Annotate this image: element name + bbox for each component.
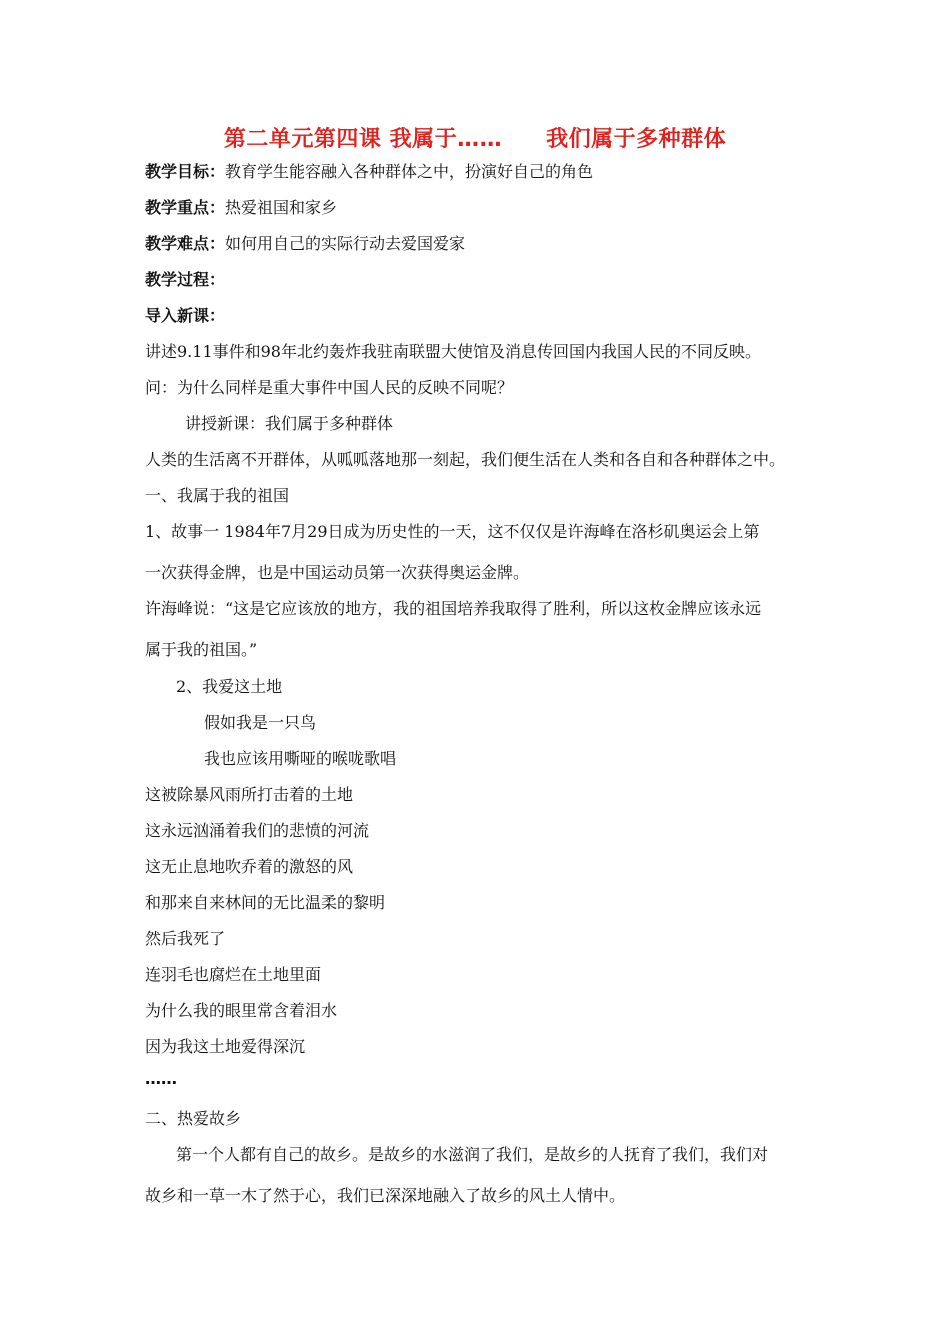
section-1-heading: 一、我属于我的祖国 <box>145 486 290 505</box>
quote-line-2: 属于我的祖国。” <box>145 640 258 659</box>
poem-line: 为什么我的眼里常含着泪水 <box>145 1001 338 1020</box>
poem-line: 因为我这土地爱得深沉 <box>145 1037 306 1056</box>
intro-label: 导入新课： <box>145 306 226 325</box>
focus-text: 热爱祖国和家乡 <box>225 198 338 217</box>
goal-label: 教学目标： <box>145 162 226 181</box>
focus-label: 教学重点： <box>145 198 226 217</box>
difficulty-label: 教学难点： <box>145 234 226 253</box>
hometown-line-2: 故乡和一草一木了然于心，我们已深深地融入了故乡的风土人情中。 <box>145 1186 626 1205</box>
poem-line: 我也应该用嘶哑的喉咙歌唱 <box>204 749 397 768</box>
story-1-line-1: 1、故事一 1984年7月29日成为历史性的一天，这不仅仅是许海峰在洛杉矶奥运会上第 <box>145 522 760 541</box>
title-part-2: 我们属于多种群体 <box>546 127 727 152</box>
poem-line: 然后我死了 <box>145 929 226 948</box>
ellipsis: …… <box>145 1069 177 1088</box>
poem-line: 这无止息地吹乔着的激怒的风 <box>145 857 354 876</box>
page-title <box>0 122 950 153</box>
goal-line <box>145 161 815 183</box>
goal-text: 教育学生能容融入各种群体之中，扮演好自己的角色 <box>225 162 594 181</box>
new-lesson-heading: 讲授新课：我们属于多种群体 <box>185 414 394 433</box>
poem-line: 这永远汹涌着我们的悲愤的河流 <box>145 821 370 840</box>
quote-line-1: 许海峰说：“这是它应该放的地方，我的祖国培养我取得了胜利，所以这枚金牌应该永远 <box>145 599 762 618</box>
title-part-1: 第二单元第四课 我属于…… <box>223 127 503 152</box>
poem-line: 这被除暴风雨所打击着的土地 <box>145 785 354 804</box>
focus-line <box>145 197 815 219</box>
poem-line: 连羽毛也腐烂在土地里面 <box>145 965 322 984</box>
human-life-text: 人类的生活离不开群体，从呱呱落地那一刻起，我们便生活在人类和各自和各种群体之中。 <box>145 450 786 469</box>
hometown-line-1: 第一个人都有自己的故乡。是故乡的水滋润了我们，是故乡的人抚育了我们，我们对 <box>176 1145 769 1164</box>
story-1-line-2: 一次获得金牌，也是中国运动员第一次获得奥运金牌。 <box>145 563 530 582</box>
difficulty-line <box>145 233 815 255</box>
poem-line: 和那来自来林间的无比温柔的黎明 <box>145 893 386 912</box>
section-2-heading: 二、热爱故乡 <box>145 1109 242 1128</box>
intro-text: 讲述9.11事件和98年北约轰炸我驻南联盟大使馆及消息传回国内我国人民的不同反映。 <box>145 342 761 361</box>
poem-line: 假如我是一只鸟 <box>204 713 317 732</box>
process-label: 教学过程： <box>145 270 226 289</box>
item-2-heading: 2、我爱这土地 <box>176 677 283 696</box>
difficulty-text: 如何用自己的实际行动去爱国爱家 <box>225 234 466 253</box>
question-text: 问：为什么同样是重大事件中国人民的反映不同呢？ <box>145 378 514 397</box>
